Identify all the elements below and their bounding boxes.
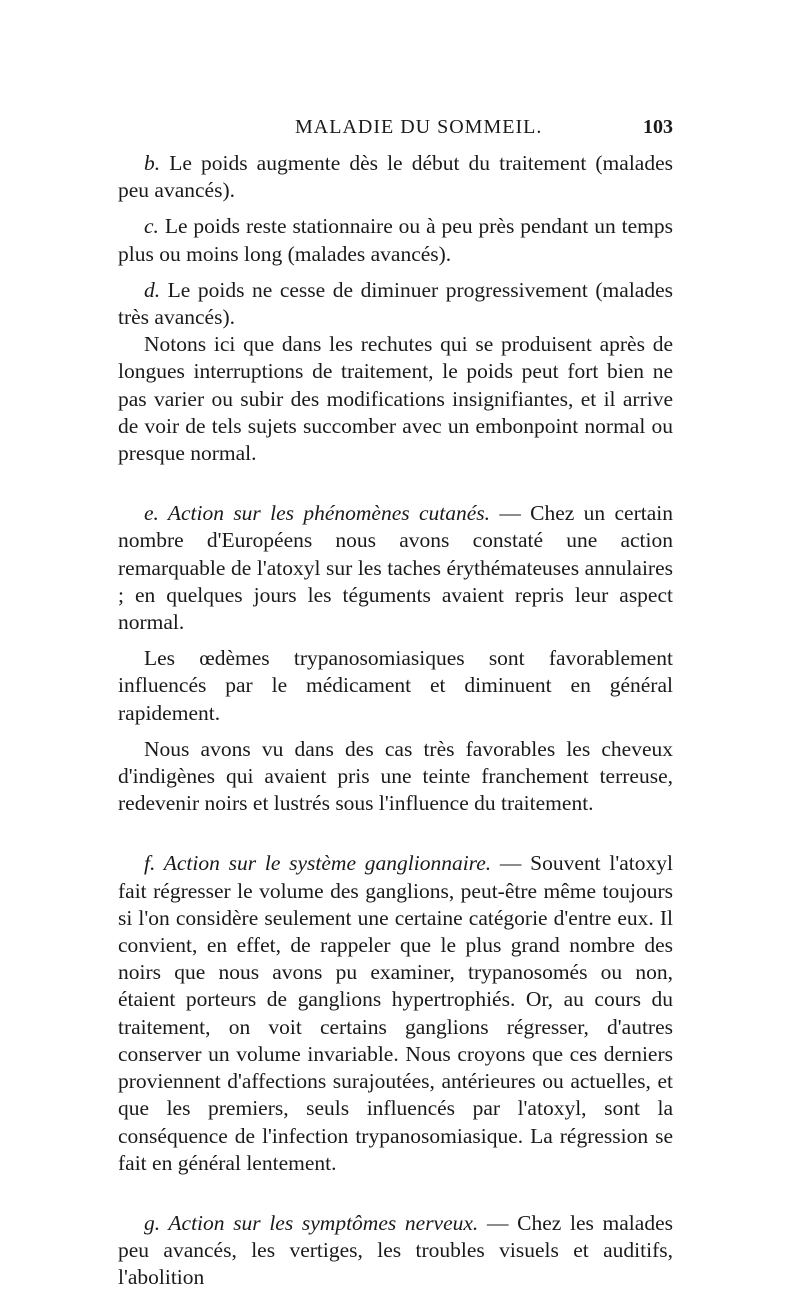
paragraph-oedemes xyxy=(118,645,673,727)
paragraph-text: Le poids ne cesse de diminuer progressivement (malades très avancés). xyxy=(118,277,673,330)
section-f xyxy=(118,850,673,1176)
paragraph-text: — Chez les malades peu avancés, les vertiges, les troubles visuels et auditifs, l'abolition xyxy=(118,1210,673,1290)
paragraph-cheveux xyxy=(118,736,673,818)
section-e xyxy=(118,500,673,636)
section-heading: e. Action sur les phénomènes cutanés. xyxy=(144,501,490,526)
paragraph-text: — Chez un certain nombre d'Européens nous avons constaté une action remarquable de l'atoxyl sur les taches érythémateuses annulaires ; en quelques jours les téguments avaient repris leur aspect normal. xyxy=(118,501,673,635)
paragraph-text: — Souvent l'atoxyl fait régresser le volume des ganglions, peut-être même toujours si l'on considère seulement une certaine catégorie d'entre eux. Il convient, en effet, de rappeler que le plus grand nombre des noirs que nous avons pu examiner, trypanosomés ou non, étaient porteurs de ganglions hypertrophiés. Or, au cours du traitement, on voit certains ganglions régresser, d'autres conserver un volume invariable. Nous croyons que ces derniers proviennent d'affections surajoutées, antérieures ou actuelles, et que les premiers, seuls influencés par l'atoxyl, sont la conséquence de l'infection trypanosomiasique. La régression se fait en général lentement. xyxy=(118,851,673,1175)
paragraph-text: Le poids augmente dès le début du traitement (malades peu avancés). xyxy=(118,151,673,203)
running-title: MALADIE DU SOMMEIL. xyxy=(295,116,543,138)
paragraph-c xyxy=(118,213,673,267)
section-heading: f. Action sur le système ganglionnaire. xyxy=(144,851,492,876)
item-label: b. xyxy=(144,151,161,175)
section-g xyxy=(118,1210,673,1292)
item-label: c. xyxy=(144,214,159,239)
page-number: 103 xyxy=(643,116,673,138)
item-label: d. xyxy=(144,277,161,302)
paragraph-rechutes xyxy=(118,331,673,467)
paragraph-text: Le poids reste stationnaire ou à peu près pendant un temps plus ou moins long (malades avancés). xyxy=(118,214,673,266)
paragraph-d xyxy=(118,277,673,331)
paragraph-text: Nous avons vu dans des cas très favorables les cheveux d'indigènes qui avaient pris une teinte franchement terreuse, redevenir noirs et lustrés sous l'influence du traitement. xyxy=(118,736,673,816)
paragraph-b xyxy=(118,150,673,204)
paragraph-text: Notons ici que dans les rechutes qui se produisent après de longues interruptions de traitement, le poids peut fort bien ne pas varier ou subir des modifications insignifiantes, et il arrive de voir de tels sujets succomber avec un embonpoint normal ou presque normal. xyxy=(118,332,673,466)
body-text xyxy=(118,150,673,1292)
paragraph-text: Les œdèmes trypanosomiasiques sont favorablement influencés par le médicament et diminuent en général rapidement. xyxy=(118,646,673,725)
section-heading: g. Action sur les symptômes nerveux. xyxy=(144,1210,479,1235)
